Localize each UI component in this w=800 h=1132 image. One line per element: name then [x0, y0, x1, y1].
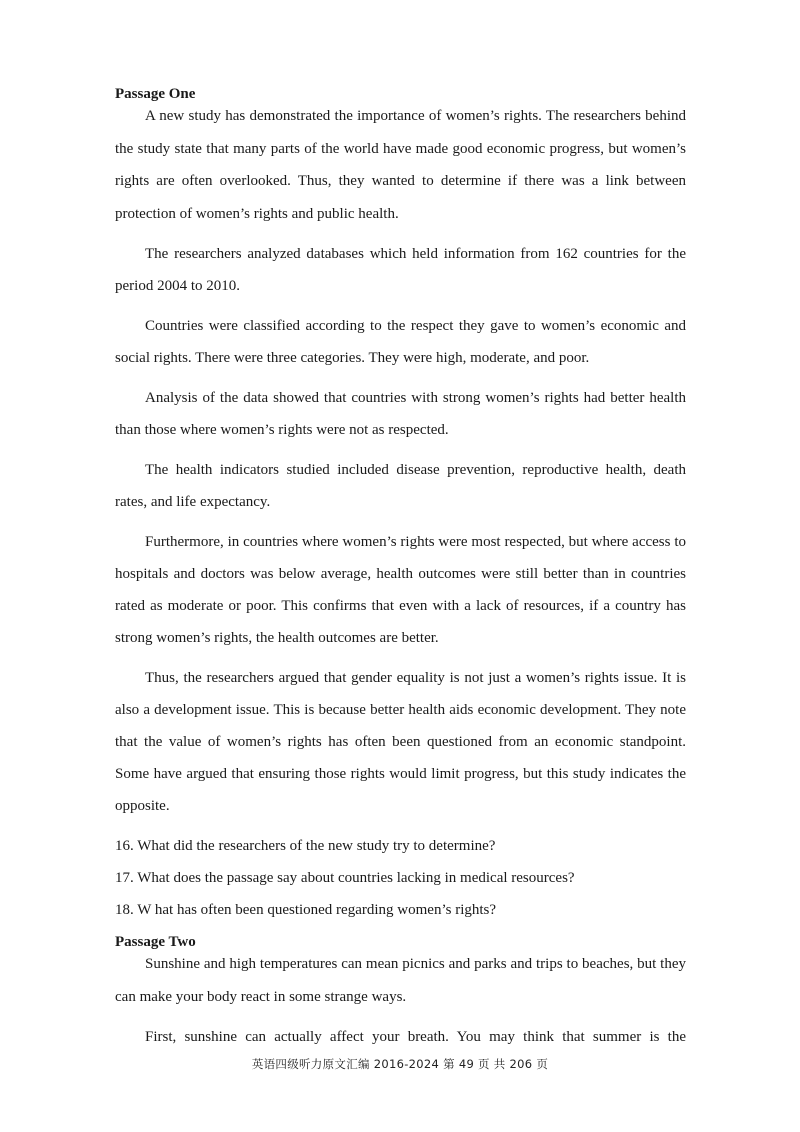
passage-two-title: Passage Two	[115, 934, 196, 950]
question-item: 16. What did the researchers of the new study try to determine?	[115, 838, 496, 854]
passage-one-paragraph: Furthermore, in countries where women’s rights were most respected, but where access to hospitals and doctors was below average, health outcomes were still better than in countries rated as moderate or poor. This confirms that even with a lack of resources, if a country has strong women’s rights, the health outcomes are better.	[115, 534, 686, 646]
passage-one-section	[115, 84, 686, 926]
passage-one-paragraph: The researchers analyzed databases which held information from 162 countries for the period 2004 to 2010.	[115, 246, 686, 294]
question-item: 18. W hat has often been questioned regarding women’s rights?	[115, 902, 497, 918]
passage-two-paragraph: First, sunshine can actually affect your breath. You may think that summer is the	[145, 1029, 686, 1045]
passage-one-paragraph: Analysis of the data showed that countries with strong women’s rights had better health than those where women’s rights were not as respected.	[115, 390, 686, 438]
passage-one-paragraph: A new study has demonstrated the importance of women’s rights. The researchers behind the study state that many parts of the world have made good economic progress, but women’s rights are often overlooked. Thus, they wanted to determine if there was a link between protection of women’s rights and public health.	[115, 108, 686, 222]
passage-two-paragraph: Sunshine and high temperatures can mean picnics and parks and trips to beaches, but they can make your body react in some strange ways.	[115, 956, 686, 1005]
question-item: 17. What does the passage say about countries lacking in medical resources?	[115, 870, 575, 886]
document-page	[115, 84, 686, 1061]
passage-one-paragraph: The health indicators studied included disease prevention, reproductive health, death rates, and life expectancy.	[115, 462, 686, 510]
question-list	[115, 830, 686, 926]
passage-one-paragraph: Thus, the researchers argued that gender equality is not just a women’s rights issue. It is also a development issue. This is because better health aids economic development. They note that the value of women’s rights has often been questioned from an economic standpoint. Some have argued that ensuring those rights would limit progress, but this study indicates the opposite.	[115, 670, 686, 814]
passage-one-title: Passage One	[115, 86, 196, 102]
passage-one-paragraph: Countries were classified according to the respect they gave to women’s economic and social rights. There were three categories. They were high, moderate, and poor.	[115, 318, 686, 366]
page-footer: 英语四级听力原文汇编 2016-2024 第 49 页 共 206 页	[251, 1057, 549, 1071]
passage-two-section	[115, 932, 686, 1053]
